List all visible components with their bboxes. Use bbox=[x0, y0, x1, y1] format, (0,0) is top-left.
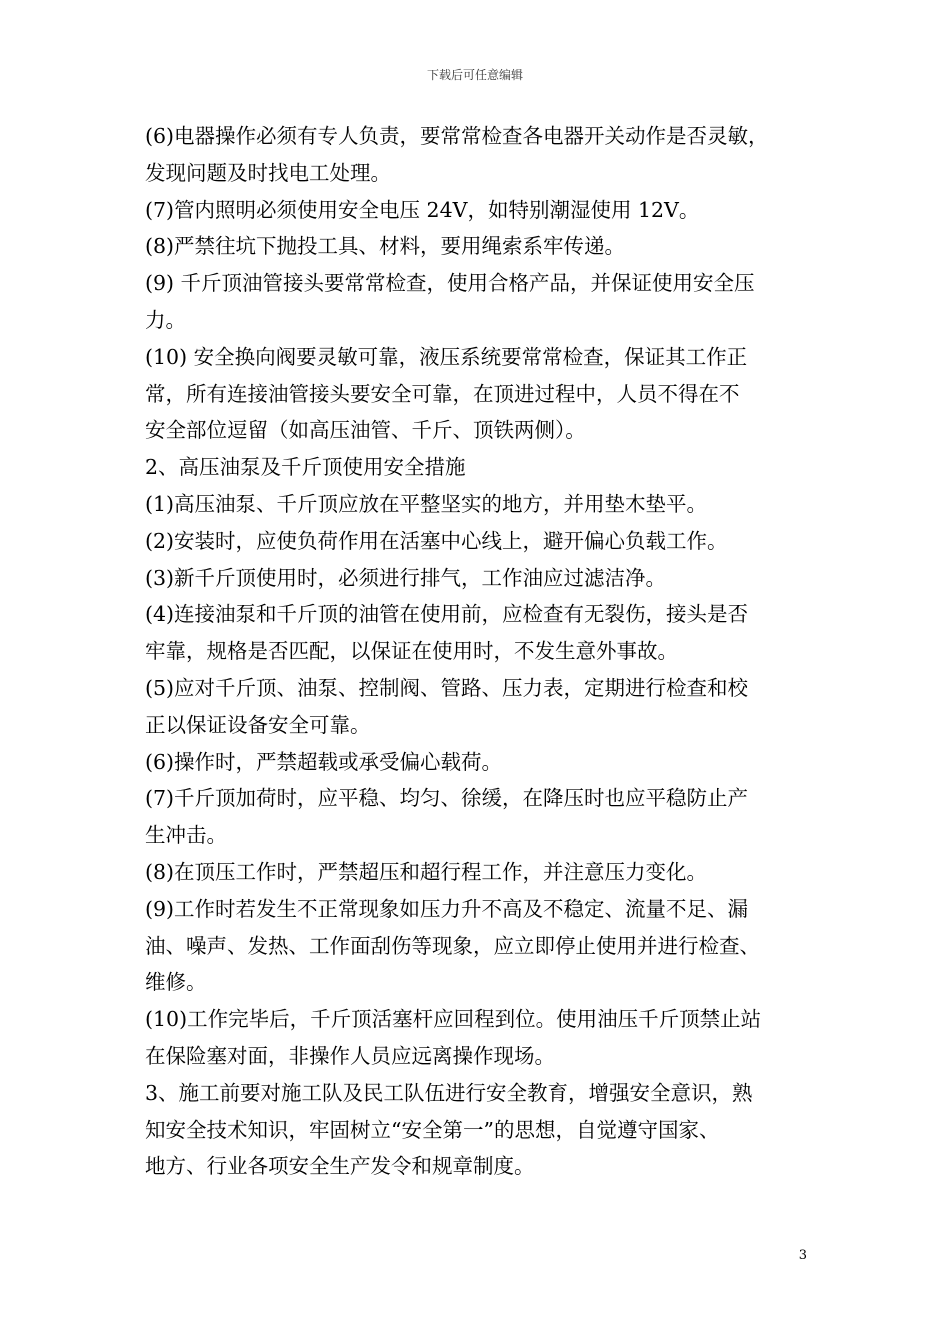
text-line: 生冲击。 bbox=[145, 823, 227, 848]
text-line: (6)电器操作必须有专人负责，要常常检查各电器开关动作是否灵敏， bbox=[145, 124, 769, 148]
text-line: (9) 千斤顶油管接头要常常检查，使用合格产品，并保证使用安全压 bbox=[145, 271, 755, 296]
page-header: 下载后可任意编辑 bbox=[426, 68, 523, 82]
text-line: 力。 bbox=[145, 307, 186, 332]
page-number: 3 bbox=[798, 1248, 807, 1263]
text-line: (8)在顶压工作时，严禁超压和超行程工作，并注意压力变化。 bbox=[145, 859, 708, 884]
text-line: 维修。 bbox=[145, 970, 207, 995]
text-line: 发现问题及时找电工处理。 bbox=[145, 160, 391, 185]
text-line: (3)新千斤顶使用时，必须进行排气，工作油应过滤洁净。 bbox=[145, 565, 667, 590]
text-line: (6)操作时，严禁超载或承受偏心载荷。 bbox=[145, 749, 503, 774]
text-line: (1)高压油泵、千斤顶应放在平整坚实的地方，并用垫木垫平。 bbox=[145, 491, 708, 516]
text-line: 在保险塞对面，非操作人员应远离操作现场。 bbox=[145, 1043, 555, 1068]
text-line: 安全部位逗留（如高压油管、千斤、顶铁两侧）。 bbox=[145, 418, 586, 443]
text-line: (4)连接油泵和千斤顶的油管在使用前，应检查有无裂伤，接头是否 bbox=[145, 602, 749, 627]
text-line: (2)安装时，应使负荷作用在活塞中心线上，避开偏心负载工作。 bbox=[145, 528, 728, 553]
text-line: 知安全技术知识，牢固树立“安全第一”的思想，自觉遵守国家、 bbox=[145, 1117, 720, 1142]
text-line: (9)工作时若发生不正常现象如压力升不高及不稳定、流量不足、漏 bbox=[145, 896, 749, 921]
section-heading: 3、施工前要对施工队及民工队伍进行安全教育，增强安全意识，熟 bbox=[145, 1080, 753, 1105]
text-line: (7)千斤顶加荷时，应平稳、均匀、徐缓，在降压时也应平稳防止产 bbox=[145, 786, 749, 811]
document-body bbox=[145, 118, 825, 1185]
text-line: (10)工作完毕后，千斤顶活塞杆应回程到位。使用油压千斤顶禁止站 bbox=[145, 1007, 762, 1032]
text-line: 油、噪声、发热、工作面刮伤等现象，应立即停止使用并进行检查、 bbox=[145, 933, 760, 958]
text-line: (8)严禁往坑下抛投工具、材料，要用绳索系牢传递。 bbox=[145, 234, 626, 259]
text-line: (10) 安全换向阀要灵敏可靠，液压系统要常常检查，保证其工作正 bbox=[145, 344, 748, 369]
text-line: 常，所有连接油管接头要安全可靠，在顶进过程中，人员不得在不 bbox=[145, 381, 740, 406]
text-line: 正以保证设备安全可靠。 bbox=[145, 712, 371, 737]
text-line: 牢靠，规格是否匹配，以保证在使用时，不发生意外事故。 bbox=[145, 639, 678, 664]
text-line: (7)管内照明必须使用安全电压 24V，如特别潮湿使用 12V。 bbox=[145, 197, 700, 222]
section-heading: 2、高压油泵及千斤顶使用安全措施 bbox=[145, 455, 466, 480]
text-line: (5)应对千斤顶、油泵、控制阀、管路、压力表，定期进行检查和校 bbox=[145, 675, 749, 700]
text-line: 地方、行业各项安全生产发令和规章制度。 bbox=[145, 1154, 535, 1179]
